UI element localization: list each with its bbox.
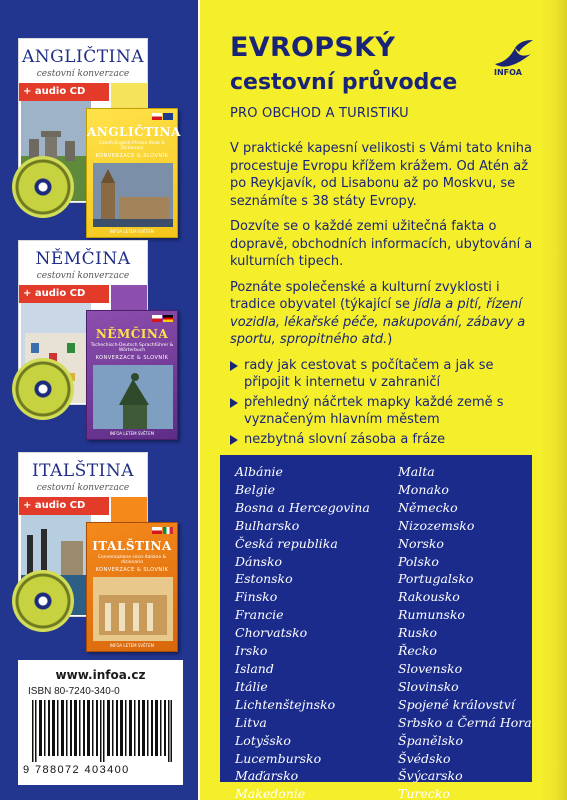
publisher-logo-text: INFOA xyxy=(494,68,522,77)
audio-cd-disc xyxy=(12,156,74,218)
front-title: ITALŠTINA xyxy=(92,539,172,553)
list-item-text: rady jak cestovat s počítačem a jak se připojit k internetu v zahraničí xyxy=(244,357,494,390)
country-item: Česká republika xyxy=(235,535,338,551)
back-title: ITALŠTINA xyxy=(31,461,135,481)
flags-icon xyxy=(151,527,173,536)
book-ad-english xyxy=(18,38,180,233)
audio-cd-disc xyxy=(12,570,74,632)
country-item: Řecko xyxy=(398,643,437,659)
country-item: Maďarsko xyxy=(235,768,299,784)
front-subtitle: Conversazione ceco-italiano & dizionario xyxy=(97,555,167,565)
country-item: Německo xyxy=(398,499,458,515)
country-item: Finsko xyxy=(235,589,278,605)
front-footer: INFOA LETEM SVĚTEM xyxy=(109,229,155,234)
country-item: Litva xyxy=(235,714,267,730)
country-item: Nizozemsko xyxy=(398,517,475,533)
book-front-cover xyxy=(86,108,181,238)
bullet-triangle-icon xyxy=(230,361,238,371)
country-item: Dánsko xyxy=(235,553,283,569)
paragraph-3-end: ) xyxy=(387,332,393,347)
country-item: Turecko xyxy=(398,786,450,800)
back-subtitle: cestovní konverzace xyxy=(36,69,130,79)
book-front-cover xyxy=(86,310,178,440)
book-ad-german xyxy=(18,240,180,435)
front-footer: INFOA LETEM SVĚTEM xyxy=(109,643,155,648)
feature-list xyxy=(230,357,535,449)
audio-cd-label: + audio CD xyxy=(19,285,109,303)
back-title: ANGLIČTINA xyxy=(22,47,144,67)
bullet-triangle-icon xyxy=(230,398,238,408)
list-item xyxy=(230,394,535,429)
country-item: Irsko xyxy=(235,643,268,659)
country-item: Makedonie xyxy=(235,786,306,800)
title-line-2: cestovní průvodce xyxy=(230,70,458,95)
country-item: Monako xyxy=(398,481,449,497)
front-kind: KONVERZACE & SLOVNÍK xyxy=(95,153,169,159)
list-item-text: přehledný náčrtek mapky každé země s vyznačeným hlavním městem xyxy=(244,394,504,427)
paragraph-2: Dozvíte se o každé zemi užitečná fakta o dopravě, obchodních informacích, ubytování a kulturních tipech. xyxy=(230,219,533,269)
country-item: Albánie xyxy=(235,464,283,479)
subtitle: PRO OBCHOD A TURISTIKU xyxy=(230,106,409,121)
left-column xyxy=(0,0,198,800)
back-title: NĚMČINA xyxy=(35,249,131,269)
country-item: Malta xyxy=(398,464,435,479)
flags-icon xyxy=(151,113,173,122)
country-item: Norsko xyxy=(398,535,444,551)
country-item: Švýcarsko xyxy=(398,768,463,784)
paragraph-3-text: Poznáte společenské a kulturní zvyklosti i tradice obyvatel (týkající se xyxy=(230,279,500,312)
country-column-2 xyxy=(398,463,532,800)
country-item: Chorvatsko xyxy=(235,625,308,641)
london-photo xyxy=(93,163,173,227)
front-title: NĚMČINA xyxy=(95,327,169,341)
country-item: Francie xyxy=(235,607,284,623)
title-line-1: EVROPSKÝ xyxy=(230,32,396,63)
country-item: Island xyxy=(235,660,274,676)
country-item: Bulharsko xyxy=(235,517,300,533)
country-item: Spojené království xyxy=(398,696,515,712)
country-item: Rusko xyxy=(398,625,437,641)
country-list-box xyxy=(220,455,532,800)
front-kind: KONVERZACE & SLOVNÍK xyxy=(95,567,169,573)
country-item: Lichtenštejnsko xyxy=(235,696,336,712)
country-item: Portugalsko xyxy=(398,571,474,587)
flags-icon xyxy=(151,315,173,324)
country-item: Rumunsko xyxy=(398,607,465,623)
back-subtitle: cestovní konverzace xyxy=(36,271,130,281)
front-title: ANGLIČTINA xyxy=(87,125,181,139)
audio-cd-label: + audio CD xyxy=(19,497,109,515)
description xyxy=(230,140,535,450)
barcode-icon xyxy=(32,700,172,762)
list-item-text: nezbytná slovní zásoba a fráze xyxy=(244,431,446,447)
paragraph-1: V praktické kapesní velikosti s Vámi tato kniha procestuje Evropu křížem krážem. Od Atén až po Reykjavík, od Lisabonu až po Moskvu, se seznámíte s 38 státy Evropy. xyxy=(230,141,532,209)
audio-cd-label: + audio CD xyxy=(19,83,109,101)
country-item: Švédsko xyxy=(398,750,451,766)
back-subtitle: cestovní konverzace xyxy=(36,483,130,493)
ean-number: 9 788072 403400 xyxy=(23,764,130,776)
country-item: Estonsko xyxy=(235,571,293,587)
paragraph-3 xyxy=(230,279,535,349)
country-item: Belgie xyxy=(235,481,275,497)
country-item: Srbsko a Černá Hora xyxy=(398,714,532,730)
country-item: Lucembursko xyxy=(235,750,322,766)
book-front-cover xyxy=(86,522,178,652)
country-item: Rakousko xyxy=(398,589,460,605)
list-item xyxy=(230,431,535,449)
country-item: Polsko xyxy=(398,553,439,569)
front-subtitle: Czech-English Phrase Book & Dictionary xyxy=(99,141,165,151)
country-column-1 xyxy=(235,463,370,800)
barcode-box xyxy=(18,660,183,785)
paragraph-3-italic: jídla a pití, řízení vozidla, lékařské péče, nakupování, zábavy a sportu, spropitného atd. xyxy=(230,297,526,347)
country-item: Lotyšsko xyxy=(235,732,291,748)
country-item: Itálie xyxy=(235,678,268,694)
statue-photo xyxy=(93,365,173,429)
front-subtitle: Tschechisch-Deutsch Sprachführer & Wörterbuch xyxy=(90,343,174,353)
country-item: Španělsko xyxy=(398,732,463,748)
book-ad-italian xyxy=(18,452,180,647)
country-item: Slovinsko xyxy=(398,678,459,694)
country-item: Slovensko xyxy=(398,660,463,676)
country-item: Bosna a Hercegovina xyxy=(235,499,370,515)
audio-cd-disc xyxy=(12,358,74,420)
cover-edge xyxy=(538,0,567,800)
rome-photo xyxy=(93,577,173,641)
bullet-triangle-icon xyxy=(230,435,238,445)
isbn-text: ISBN 80-7240-340-0 xyxy=(28,686,120,697)
website-url: www.infoa.cz xyxy=(55,668,146,682)
front-footer: INFOA LETEM SVĚTEM xyxy=(109,431,155,436)
front-kind: KONVERZACE & SLOVNÍK xyxy=(95,355,169,361)
list-item xyxy=(230,357,535,392)
